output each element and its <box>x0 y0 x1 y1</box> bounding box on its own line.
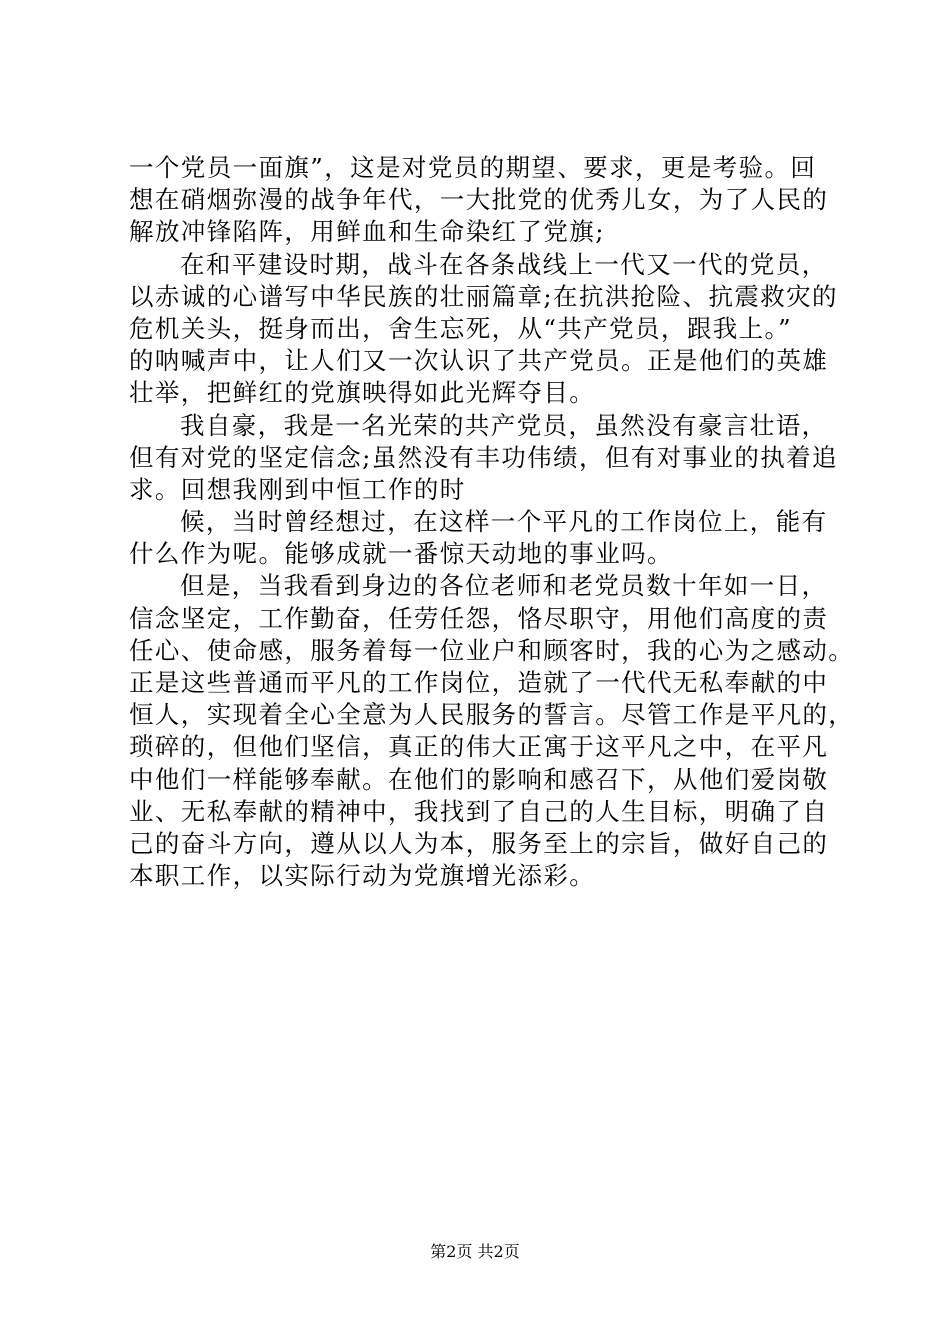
text-line: 求。回想我刚到中恒工作的时 <box>129 474 466 504</box>
paragraph-first-line: 在和平建设时期，战斗在各条战线上一代又一代的党员， <box>180 249 828 279</box>
text-line: 业、无私奉献的精神中，我找到了自己的人生目标，明确了自 <box>129 796 829 826</box>
text-line: 危机关头，挺身而出，舍生忘死，从“共产党员，跟我上。” <box>129 313 793 343</box>
text-line: 本职工作，以实际行动为党旗增光添彩。 <box>129 861 596 891</box>
text-line: 的呐喊声中，让人们又一次认识了共产党员。正是他们的英雄 <box>129 346 829 376</box>
text-line: 一个党员一面旗”，这是对党员的期望、要求，更是考验。回 <box>129 153 817 182</box>
text-line: 信念坚定，工作勤奋，任劳任怨，恪尽职守，用他们高度的责 <box>129 603 829 633</box>
document-body <box>129 152 855 892</box>
text-line: 己的奋斗方向，遵从以人为本，服务至上的宗旨，做好自己的 <box>129 828 829 858</box>
text-line: 但有对党的坚定信念;虽然没有丰功伟绩，但有对事业的执着追 <box>129 442 838 472</box>
text-line: 正是这些普通而平凡的工作岗位，造就了一代代无私奉献的中 <box>129 668 829 697</box>
text-line: 想在硝烟弥漫的战争年代，一大批党的优秀儿女，为了人民的 <box>129 185 829 215</box>
text-line: 琐碎的，但他们坚信，真正的伟大正寓于这平凡之中，在平凡 <box>129 732 829 762</box>
text-line: 以赤诚的心谱写中华民族的壮丽篇章;在抗洪抢险、抗震救灾的 <box>129 281 838 311</box>
page-number-footer: 第2页 共2页 <box>430 1242 520 1261</box>
text-line: 什么作为呢。能够成就一番惊天动地的事业吗。 <box>129 539 673 569</box>
text-line: 任心、使命感，服务着每一位业户和顾客时，我的心为之感动。 <box>129 635 855 665</box>
paragraph-first-line: 我自豪，我是一名光荣的共产党员，虽然没有豪言壮语， <box>180 410 828 440</box>
text-line: 解放冲锋陷阵，用鲜血和生命染红了党旗; <box>129 217 605 247</box>
paragraph-first-line: 候，当时曾经想过，在这样一个平凡的工作岗位上，能有 <box>180 507 828 537</box>
text-line: 恒人，实现着全心全意为人民服务的誓言。尽管工作是平凡的， <box>129 700 855 730</box>
text-line: 中他们一样能够奉献。在他们的影响和感召下，从他们爱岗敬 <box>129 764 829 794</box>
text-line: 壮举，把鲜红的党旗映得如此光辉夺目。 <box>129 378 596 408</box>
paragraph-first-line: 但是，当我看到身边的各位老师和老党员数十年如一日， <box>180 571 828 601</box>
